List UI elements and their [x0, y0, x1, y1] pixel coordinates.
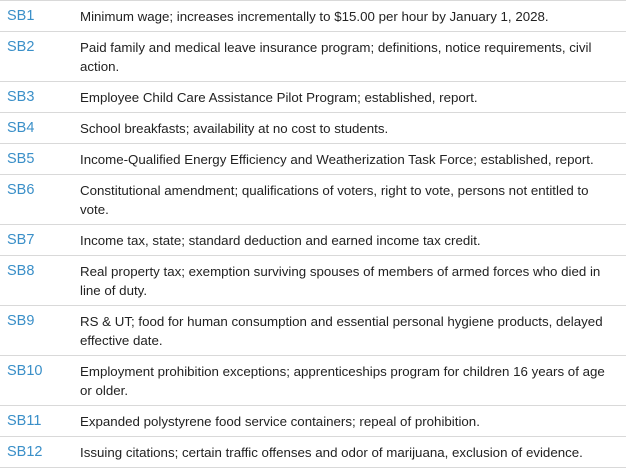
bill-description: Real property tax; exemption surviving spouses of members of armed forces who died in line of duty.	[80, 264, 601, 298]
bill-link[interactable]: SB1	[7, 8, 35, 24]
bill-description: Employee Child Care Assistance Pilot Program; established, report.	[80, 90, 478, 105]
bill-link[interactable]: SB9	[7, 313, 35, 329]
bill-description: Paid family and medical leave insurance program; definitions, notice requirements, civil action.	[80, 40, 592, 74]
table-row	[0, 406, 626, 437]
table-row	[0, 256, 626, 306]
bill-link[interactable]: SB6	[7, 182, 35, 198]
bill-description: Income tax, state; standard deduction and earned income tax credit.	[80, 233, 481, 248]
bill-link[interactable]: SB8	[7, 263, 35, 279]
bill-description: Issuing citations; certain traffic offenses and odor of marijuana, exclusion of evidence.	[80, 445, 583, 460]
bill-link[interactable]: SB3	[7, 89, 35, 105]
bill-link[interactable]: SB2	[7, 39, 35, 55]
bill-link[interactable]: SB12	[7, 444, 43, 460]
table-row	[0, 144, 626, 175]
bill-link[interactable]: SB11	[7, 413, 42, 429]
bill-link[interactable]: SB7	[7, 232, 35, 248]
bill-description: Constitutional amendment; qualifications of voters, right to vote, persons not entitled to vote.	[80, 183, 589, 217]
table-row	[0, 1, 626, 32]
table-row	[0, 113, 626, 144]
table-row	[0, 32, 626, 82]
bill-description: RS & UT; food for human consumption and essential personal hygiene products, delayed effective date.	[80, 314, 603, 348]
bill-description: Employment prohibition exceptions; apprenticeships program for children 16 years of age or older.	[80, 364, 605, 398]
bill-description: School breakfasts; availability at no cost to students.	[80, 121, 389, 136]
table-row	[0, 356, 626, 406]
bill-link[interactable]: SB4	[7, 120, 35, 136]
table-row	[0, 437, 626, 468]
table-row	[0, 175, 626, 225]
bill-description: Income-Qualified Energy Efficiency and Weatherization Task Force; established, report.	[80, 152, 594, 167]
bill-link[interactable]: SB5	[7, 151, 35, 167]
bill-description: Expanded polystyrene food service containers; repeal of prohibition.	[80, 414, 480, 429]
table-row	[0, 82, 626, 113]
table-row	[0, 225, 626, 256]
bill-link[interactable]: SB10	[7, 363, 43, 379]
bill-description: Minimum wage; increases incrementally to $15.00 per hour by January 1, 2028.	[80, 9, 549, 24]
table-row	[0, 306, 626, 356]
